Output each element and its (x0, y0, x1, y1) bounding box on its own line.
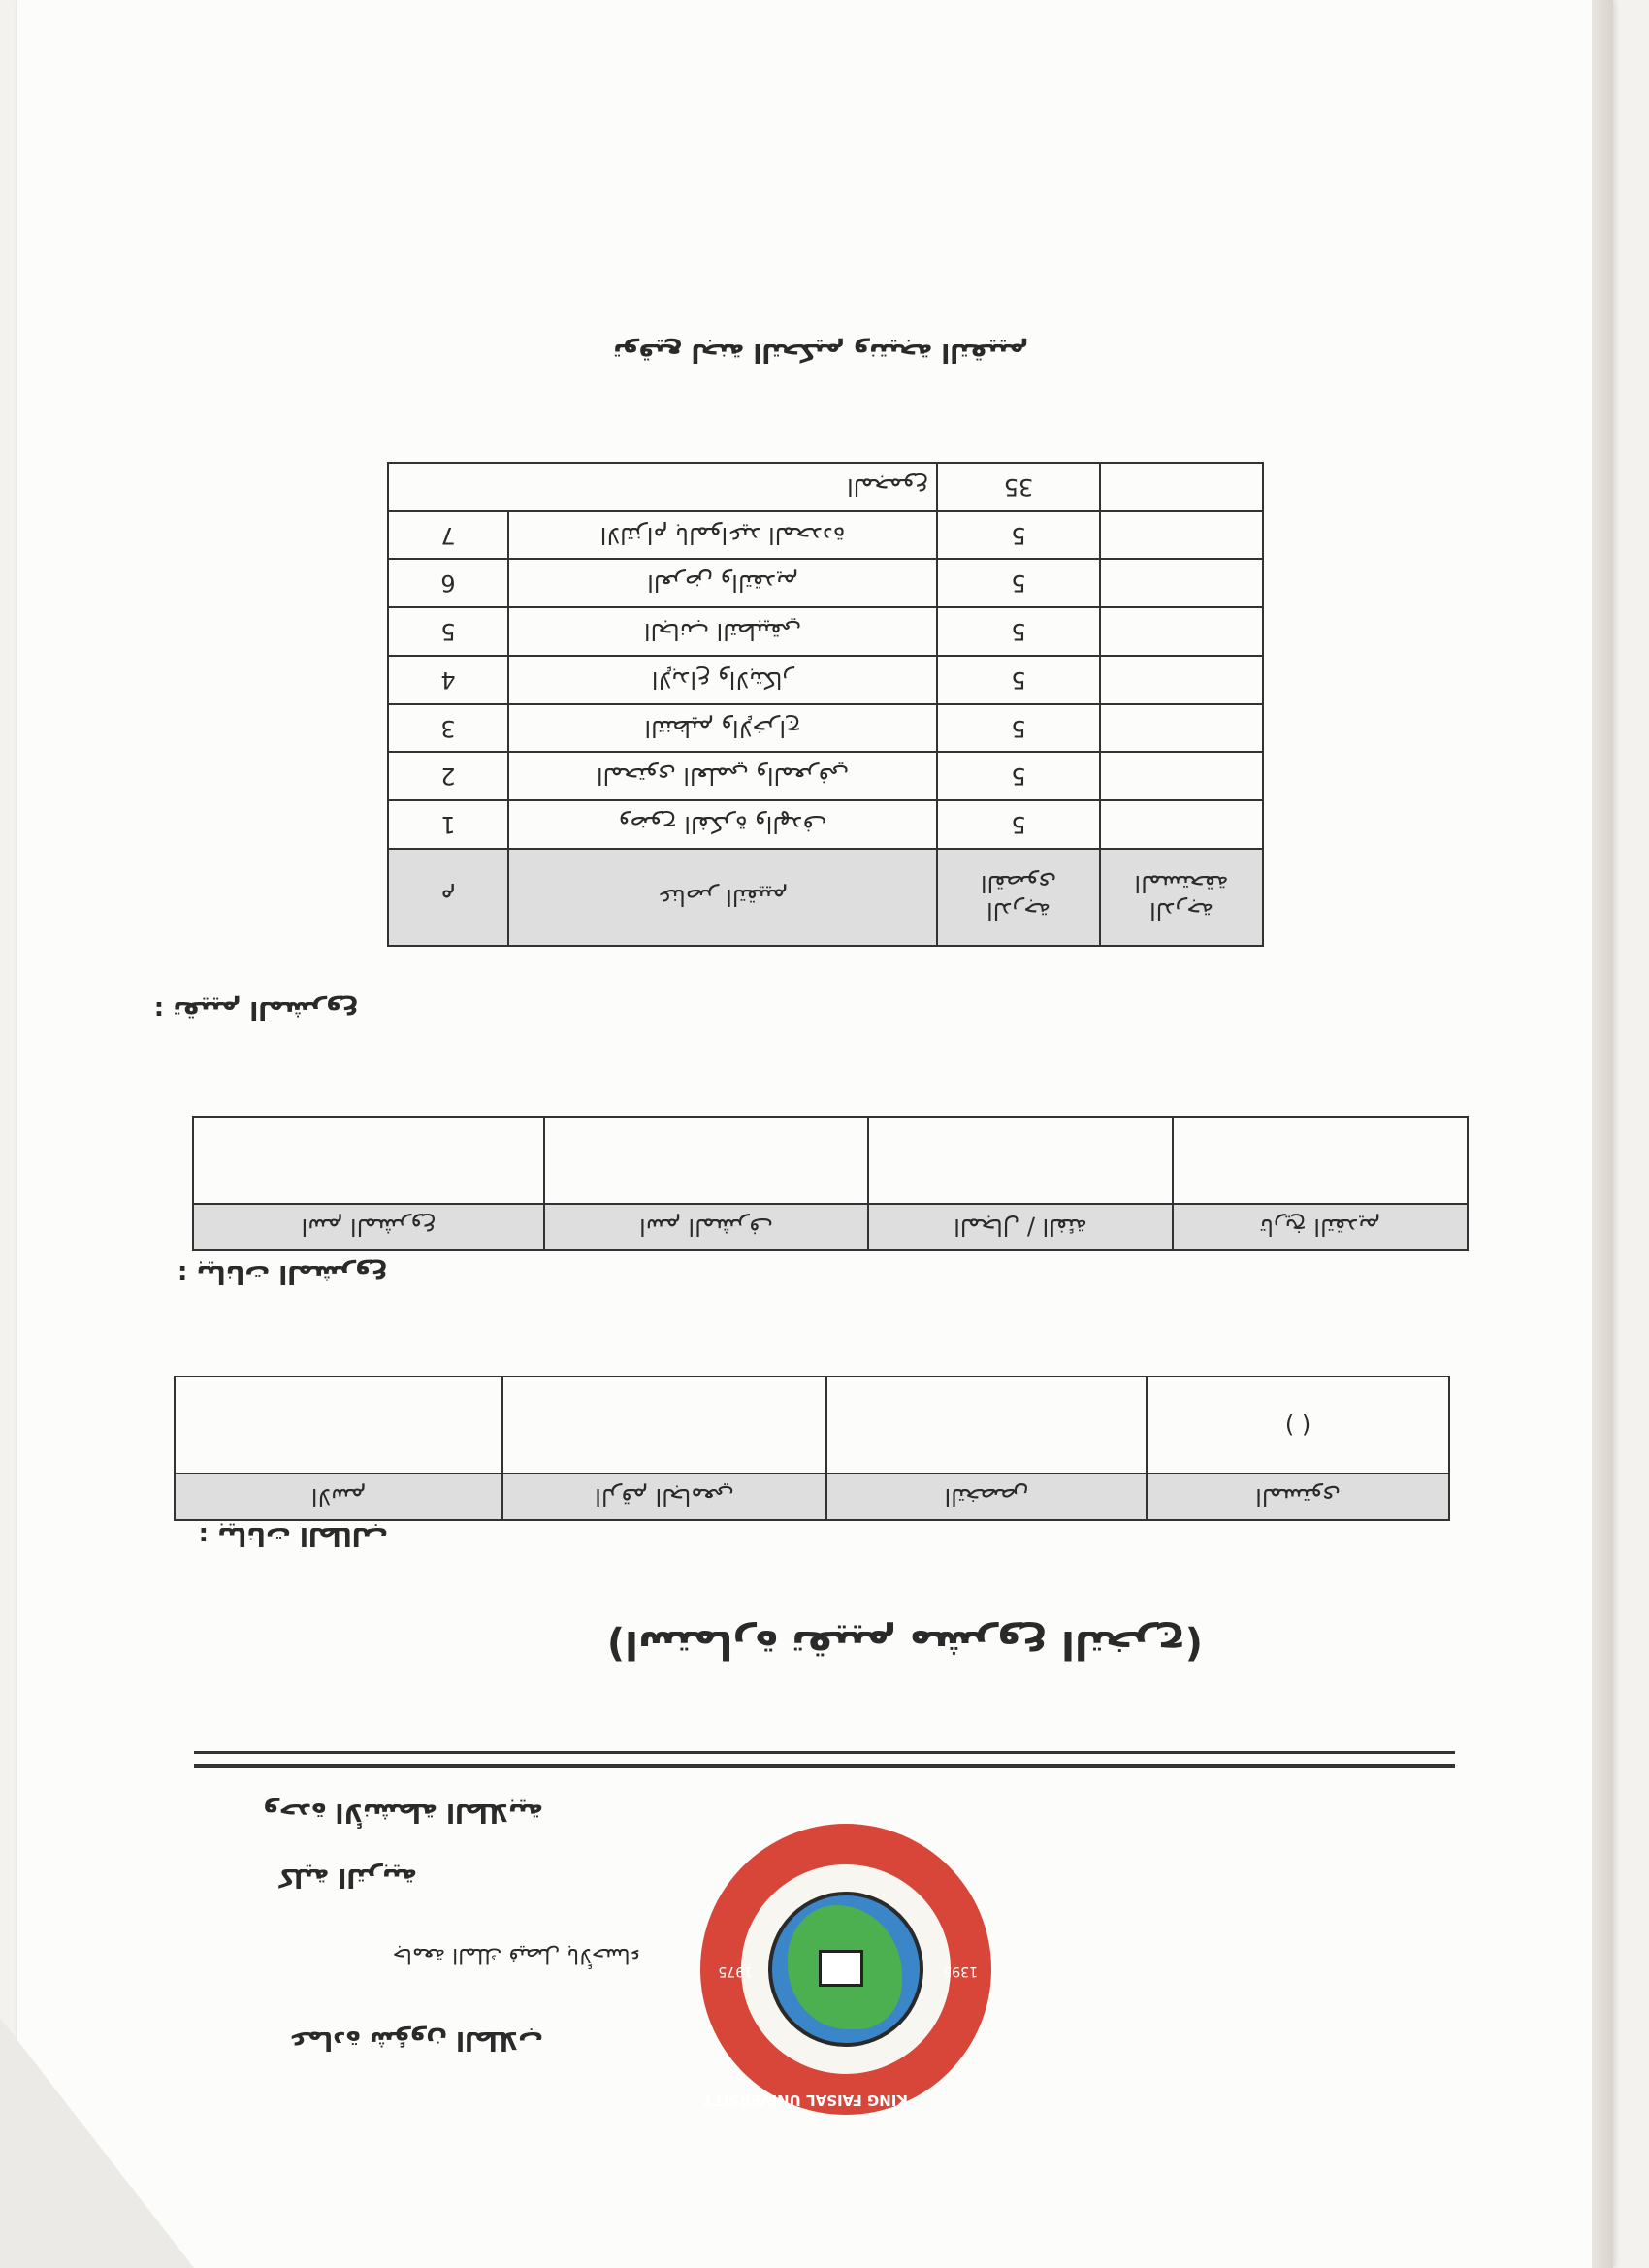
eval-max-cell: 5 (937, 800, 1100, 849)
globe-icon (768, 1892, 923, 2047)
book-icon (819, 1950, 863, 1987)
table-row (388, 800, 1263, 849)
student-header-id: الرقم الجامعي (502, 1474, 826, 1520)
student-header-level: المستوى (1147, 1474, 1449, 1520)
project-name-cell[interactable] (193, 1117, 544, 1204)
table-row (388, 560, 1263, 608)
table-row-total (388, 463, 1263, 511)
header-rule-bottom (194, 1751, 1455, 1754)
eval-criterion-cell: التنظيم والإخراج (508, 704, 937, 753)
evaluation-section-label: تقييم المشروع : (153, 995, 359, 1024)
project-header-field: المجال / الفئة (868, 1204, 1173, 1250)
eval-max-cell: 5 (937, 753, 1100, 801)
seal-year-right: 1975 (718, 1963, 753, 1979)
eval-criterion-cell: الالتزام بالمواعيد المحددة (508, 511, 937, 560)
student-level-cell[interactable]: ( ) (1147, 1377, 1449, 1474)
eval-header-num: م (388, 849, 508, 946)
form-title: (استمارة تقييم مشروع التخرج) (606, 1622, 1203, 1667)
eval-max-cell: 5 (937, 511, 1100, 560)
eval-header-score: الدرجة المستحقة (1100, 849, 1263, 946)
eval-header-max: الدرجة القصوى (937, 849, 1100, 946)
eval-num-cell: 2 (388, 753, 508, 801)
eval-max-cell: 5 (937, 704, 1100, 753)
eval-score-cell[interactable] (1100, 656, 1263, 704)
eval-score-cell[interactable] (1100, 753, 1263, 801)
eval-total-score-cell[interactable] (1100, 463, 1263, 511)
eval-score-cell[interactable] (1100, 800, 1263, 849)
eval-score-cell[interactable] (1100, 560, 1263, 608)
eval-criterion-cell: وضوح الفكرة والهدف (508, 800, 937, 849)
eval-score-cell[interactable] (1100, 704, 1263, 753)
eval-num-cell: 3 (388, 704, 508, 753)
eval-criterion-cell: المحتوى العلمي والمعرفي (508, 753, 937, 801)
student-info-table (174, 1376, 1450, 1521)
eval-criterion-cell: الجانب التطبيقي (508, 607, 937, 656)
table-row (388, 753, 1263, 801)
eval-total-label: المجموع (388, 463, 937, 511)
table-row (388, 511, 1263, 560)
student-name-cell[interactable] (175, 1377, 502, 1474)
seal-year-left: 1395 (943, 1963, 978, 1979)
eval-max-cell: 5 (937, 560, 1100, 608)
eval-score-cell[interactable] (1100, 607, 1263, 656)
eval-num-cell: 5 (388, 607, 508, 656)
student-id-cell[interactable] (502, 1377, 826, 1474)
header-unit-1: عمادة شؤون الطلاب (289, 2025, 543, 2055)
student-header-major: التخصص (826, 1474, 1147, 1520)
eval-score-cell[interactable] (1100, 511, 1263, 560)
eval-header-criterion: عناصر التقييم (508, 849, 937, 946)
table-row (388, 656, 1263, 704)
footer-note: توقيع لجنة التحكيم ونتيجة التقييم (613, 338, 1028, 367)
header-unit-2: جامعة الملك فيصل بالأحساء (392, 1943, 640, 1967)
table-row (388, 607, 1263, 656)
eval-total-max-cell: 35 (937, 463, 1100, 511)
project-date-cell[interactable] (1173, 1117, 1468, 1204)
project-header-name: اسم المشروع (193, 1204, 544, 1250)
evaluation-table (387, 462, 1264, 947)
header-unit-4: وحدة الأنشطة الطلابية (263, 1798, 543, 1827)
project-header-date: تاريخ التقديم (1173, 1204, 1468, 1250)
seal-text: KING FAISAL UNIVERSITY (702, 2091, 908, 2109)
header-rule-top (194, 1764, 1455, 1768)
project-field-cell[interactable] (868, 1117, 1173, 1204)
eval-max-cell: 5 (937, 656, 1100, 704)
eval-num-cell: 4 (388, 656, 508, 704)
eval-criterion-cell: الإبداع والابتكار (508, 656, 937, 704)
eval-max-cell: 5 (937, 607, 1100, 656)
eval-criterion-cell: العرض والتقديم (508, 560, 937, 608)
university-seal (700, 1824, 991, 2115)
table-row (388, 704, 1263, 753)
student-header-name: الاسم (175, 1474, 502, 1520)
project-header-supervisor: اسم المشرف (544, 1204, 868, 1250)
student-major-cell[interactable] (826, 1377, 1147, 1474)
eval-num-cell: 1 (388, 800, 508, 849)
eval-num-cell: 6 (388, 560, 508, 608)
header-unit-3: كلية التربية (278, 1863, 417, 1892)
project-info-table (192, 1116, 1469, 1251)
eval-num-cell: 7 (388, 511, 508, 560)
project-section-label: بيانات المشروع : (178, 1259, 388, 1288)
student-section-label: بيانات الطالب : (198, 1521, 388, 1550)
project-supervisor-cell[interactable] (544, 1117, 868, 1204)
